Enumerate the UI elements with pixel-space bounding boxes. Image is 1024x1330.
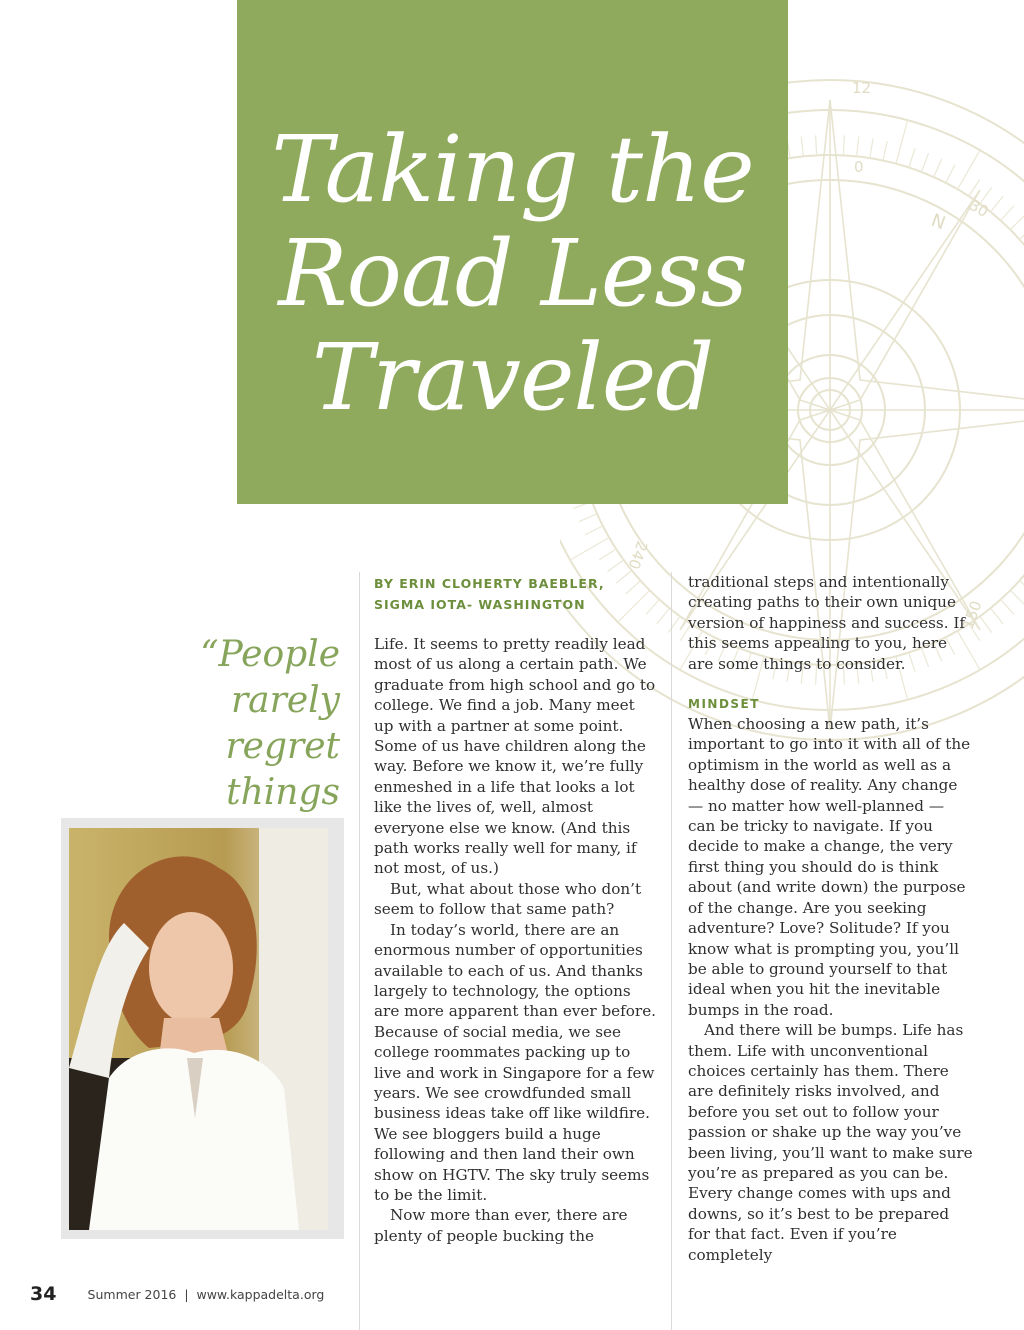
- page-footer: [30, 1283, 324, 1307]
- compass-tick: [585, 526, 603, 535]
- compass-tick: [870, 138, 873, 158]
- compass-tick: [1010, 590, 1024, 622]
- footer-meta: Summer 2016 | www.kappadelta.org: [87, 1286, 325, 1302]
- compass-tick: [980, 616, 992, 632]
- compass-tick: [990, 608, 1003, 624]
- compass-tick: [816, 135, 817, 155]
- compass-tick: [843, 135, 844, 155]
- paragraph: But, what about those who don’t seem to follow that same path?: [374, 879, 642, 919]
- column-divider: [359, 572, 360, 1330]
- compass-tick: [1010, 198, 1024, 230]
- byline: BY ERIN CLOHERTY BAEBLER, SIGMA IOTA- WASHINGTON: [374, 576, 605, 612]
- compass-tick: [946, 165, 955, 183]
- compass-tick: [1020, 226, 1024, 239]
- article-column-1: [374, 634, 656, 1246]
- pull-quote-line: regret things: [225, 726, 340, 813]
- section-subhead: MINDSET: [688, 697, 760, 712]
- compass-label: 30: [966, 195, 992, 222]
- title-banner: [237, 0, 788, 504]
- title-line: Road Less: [278, 220, 747, 327]
- paragraph: Life. It seems to pretty readily lead most of us along a certain path. We graduate from high school and go to college. We find a job. Many meet up with a partner at some point. Some of us have children along the way. Before we know it, we’re fully enmeshed in a life that looks a lot like the lives of, well, almost everyone else we know. (And this path works really well for many, if not most, of us.): [374, 635, 656, 878]
- compass-tick: [1020, 581, 1024, 594]
- column-divider: [671, 572, 672, 1330]
- compass-tick: [990, 196, 1003, 212]
- compass-tick: [921, 153, 928, 172]
- page-number: 34: [30, 1283, 57, 1305]
- compass-tick: [608, 560, 624, 572]
- paragraph: When choosing a new path, it’s important to go into it with all of the optimism in the world as well as a healthy dose of reality. Any change — no matter how well-planned — can be tricky to navigate. If you decide to make a change, the very first thing you should do is think about (and write down) the purpose of the change. Are you seeking adventure? Love? Solitude? If you know what is prompting you, you’ll be able to ground yourself to that ideal when you hit the inevitable bumps in the road.: [688, 715, 971, 1019]
- author-photo-frame: [61, 818, 344, 1239]
- compass-label: 0: [854, 158, 864, 176]
- compass-label: 240: [624, 538, 652, 572]
- compass-tick: [646, 600, 659, 615]
- compass-label: 12: [852, 79, 872, 97]
- compass-tick: [896, 120, 908, 163]
- title-line: Taking the: [271, 116, 754, 223]
- compass-tick: [934, 159, 942, 177]
- paragraph: Now more than ever, there are plenty of people bucking the: [374, 1206, 628, 1245]
- article-column-2: [688, 572, 973, 1265]
- author-photo: [69, 828, 328, 1230]
- compass-tick: [1001, 206, 1014, 221]
- paragraph: In today’s world, there are an enormous number of opportunities available to each of us. And thanks largely to technology, the options are more apparent than ever before. Because of social media, we see college roommates packing up to live and work in Singapore for a few years. We see crowdfunded small business ideas take off like wildfire. We see bloggers build a huge following and then land their own show on HGTV. The sky truly seems to be the limit.: [374, 920, 657, 1204]
- compass-tick: [579, 514, 597, 522]
- compass-tick: [801, 137, 803, 157]
- compass-tick: [1001, 600, 1014, 615]
- compass-tick: [857, 137, 859, 157]
- compass-tick: [909, 148, 915, 167]
- compass-tick: [599, 549, 616, 560]
- article-title: [237, 118, 788, 430]
- title-line: Traveled: [311, 324, 714, 431]
- compass-label: N: [928, 209, 949, 235]
- compass-tick: [883, 141, 887, 161]
- paragraph: And there will be bumps. Life has them. Life with unconventional choices certainly has them. There are definitely risks involved, and before you set out to follow your passion or shake up the way you’ve been living, you’ll want to make sure you’re as prepared as you can be. Every change comes with ups and downs, so it’s best to be prepared for that fact. Even if you’re completely: [688, 1021, 973, 1264]
- pull-quote-line: “People rarely: [200, 634, 340, 721]
- paragraph: traditional steps and intentionally creating paths to their own unique version of happiness and success. If this seems appealing to you, here are some things to consider.: [688, 573, 965, 673]
- compass-label: 150: [958, 598, 986, 632]
- compass-tick: [657, 608, 670, 624]
